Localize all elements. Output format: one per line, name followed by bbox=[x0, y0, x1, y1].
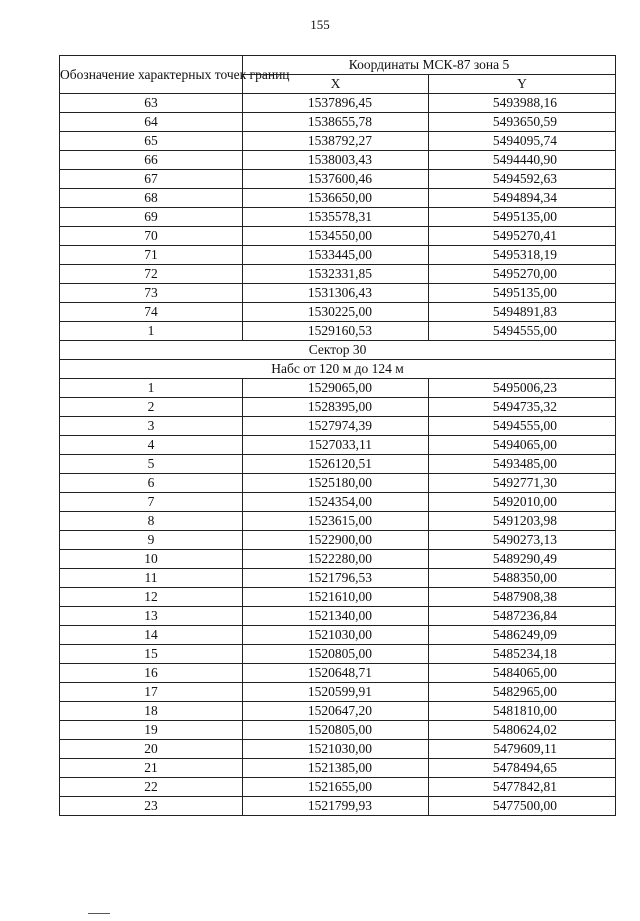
table-row bbox=[60, 550, 616, 569]
coordinates-table bbox=[59, 55, 616, 816]
point-id-cell: 23 bbox=[60, 797, 243, 816]
x-coordinate-cell: 1521796,53 bbox=[243, 569, 429, 588]
x-coordinate-cell: 1520805,00 bbox=[243, 721, 429, 740]
point-id-cell: 1 bbox=[60, 379, 243, 398]
x-coordinate-cell: 1527974,39 bbox=[243, 417, 429, 436]
y-coordinate-cell: 5495135,00 bbox=[429, 284, 616, 303]
point-id-cell: 6 bbox=[60, 474, 243, 493]
x-coordinate-cell: 1537896,45 bbox=[243, 94, 429, 113]
x-coordinate-cell: 1530225,00 bbox=[243, 303, 429, 322]
point-id-cell: 74 bbox=[60, 303, 243, 322]
point-id-cell: 13 bbox=[60, 607, 243, 626]
x-coordinate-cell: 1528395,00 bbox=[243, 398, 429, 417]
y-coordinate-cell: 5495270,41 bbox=[429, 227, 616, 246]
y-coordinate-cell: 5495270,00 bbox=[429, 265, 616, 284]
table-row bbox=[60, 740, 616, 759]
point-id-cell: 16 bbox=[60, 664, 243, 683]
y-coordinate-cell: 5495006,23 bbox=[429, 379, 616, 398]
x-coordinate-cell: 1533445,00 bbox=[243, 246, 429, 265]
y-coordinate-cell: 5490273,13 bbox=[429, 531, 616, 550]
x-coordinate-cell: 1521340,00 bbox=[243, 607, 429, 626]
point-id-cell: 1 bbox=[60, 322, 243, 341]
table-row bbox=[60, 531, 616, 550]
y-coordinate-cell: 5494555,00 bbox=[429, 322, 616, 341]
coords-system-header: Координаты МСК-87 зона 5 bbox=[243, 56, 616, 75]
table-row bbox=[60, 284, 616, 303]
point-id-cell: 7 bbox=[60, 493, 243, 512]
table-row bbox=[60, 132, 616, 151]
y-coordinate-cell: 5488350,00 bbox=[429, 569, 616, 588]
x-coordinate-cell: 1534550,00 bbox=[243, 227, 429, 246]
y-coordinate-cell: 5487236,84 bbox=[429, 607, 616, 626]
x-coordinate-cell: 1538655,78 bbox=[243, 113, 429, 132]
section-title: Набс от 120 м до 124 м bbox=[60, 360, 616, 379]
point-id-cell: 5 bbox=[60, 455, 243, 474]
y-coordinate-cell: 5484065,00 bbox=[429, 664, 616, 683]
point-id-cell: 22 bbox=[60, 778, 243, 797]
scan-mark bbox=[88, 913, 110, 914]
table-row bbox=[60, 778, 616, 797]
point-id-cell: 65 bbox=[60, 132, 243, 151]
point-id-cell: 17 bbox=[60, 683, 243, 702]
point-id-cell: 72 bbox=[60, 265, 243, 284]
y-coordinate-cell: 5485234,18 bbox=[429, 645, 616, 664]
x-coordinate-cell: 1521610,00 bbox=[243, 588, 429, 607]
x-coordinate-cell: 1525180,00 bbox=[243, 474, 429, 493]
table-row bbox=[60, 569, 616, 588]
y-coordinate-cell: 5493485,00 bbox=[429, 455, 616, 474]
y-coordinate-cell: 5491203,98 bbox=[429, 512, 616, 531]
x-column-header: X bbox=[243, 75, 429, 94]
table-row bbox=[60, 322, 616, 341]
y-coordinate-cell: 5478494,65 bbox=[429, 759, 616, 778]
x-coordinate-cell: 1522280,00 bbox=[243, 550, 429, 569]
table-row bbox=[60, 683, 616, 702]
point-id-cell: 18 bbox=[60, 702, 243, 721]
y-column-header: Y bbox=[429, 75, 616, 94]
y-coordinate-cell: 5477842,81 bbox=[429, 778, 616, 797]
y-coordinate-cell: 5489290,49 bbox=[429, 550, 616, 569]
point-id-cell: 67 bbox=[60, 170, 243, 189]
y-coordinate-cell: 5494891,83 bbox=[429, 303, 616, 322]
y-coordinate-cell: 5494555,00 bbox=[429, 417, 616, 436]
point-id-cell: 68 bbox=[60, 189, 243, 208]
table-row bbox=[60, 721, 616, 740]
x-coordinate-cell: 1526120,51 bbox=[243, 455, 429, 474]
table-row bbox=[60, 170, 616, 189]
table-row bbox=[60, 398, 616, 417]
y-coordinate-cell: 5479609,11 bbox=[429, 740, 616, 759]
point-id-cell: 66 bbox=[60, 151, 243, 170]
x-coordinate-cell: 1529065,00 bbox=[243, 379, 429, 398]
section-row bbox=[60, 341, 616, 360]
y-coordinate-cell: 5492771,30 bbox=[429, 474, 616, 493]
table-row bbox=[60, 626, 616, 645]
x-coordinate-cell: 1538792,27 bbox=[243, 132, 429, 151]
y-coordinate-cell: 5477500,00 bbox=[429, 797, 616, 816]
table-row bbox=[60, 265, 616, 284]
table-row bbox=[60, 113, 616, 132]
x-coordinate-cell: 1538003,43 bbox=[243, 151, 429, 170]
table-row bbox=[60, 379, 616, 398]
point-id-cell: 64 bbox=[60, 113, 243, 132]
section-title: Сектор 30 bbox=[60, 341, 616, 360]
table-row bbox=[60, 151, 616, 170]
y-coordinate-cell: 5487908,38 bbox=[429, 588, 616, 607]
table-row bbox=[60, 493, 616, 512]
x-coordinate-cell: 1527033,11 bbox=[243, 436, 429, 455]
point-id-cell: 71 bbox=[60, 246, 243, 265]
x-coordinate-cell: 1520647,20 bbox=[243, 702, 429, 721]
page-number: 155 bbox=[310, 17, 330, 32]
point-id-cell: 10 bbox=[60, 550, 243, 569]
x-coordinate-cell: 1520805,00 bbox=[243, 645, 429, 664]
point-id-cell: 12 bbox=[60, 588, 243, 607]
y-coordinate-cell: 5495318,19 bbox=[429, 246, 616, 265]
y-coordinate-cell: 5492010,00 bbox=[429, 493, 616, 512]
y-coordinate-cell: 5495135,00 bbox=[429, 208, 616, 227]
point-id-cell: 73 bbox=[60, 284, 243, 303]
point-id-cell: 15 bbox=[60, 645, 243, 664]
y-coordinate-cell: 5480624,02 bbox=[429, 721, 616, 740]
table-row bbox=[60, 588, 616, 607]
section-row bbox=[60, 360, 616, 379]
point-id-cell: 20 bbox=[60, 740, 243, 759]
point-id-cell: 63 bbox=[60, 94, 243, 113]
table-row bbox=[60, 436, 616, 455]
x-coordinate-cell: 1532331,85 bbox=[243, 265, 429, 284]
y-coordinate-cell: 5486249,09 bbox=[429, 626, 616, 645]
x-coordinate-cell: 1523615,00 bbox=[243, 512, 429, 531]
y-coordinate-cell: 5481810,00 bbox=[429, 702, 616, 721]
table-row bbox=[60, 702, 616, 721]
y-coordinate-cell: 5494095,74 bbox=[429, 132, 616, 151]
table-row bbox=[60, 512, 616, 531]
table-row bbox=[60, 607, 616, 626]
table-row bbox=[60, 189, 616, 208]
x-coordinate-cell: 1529160,53 bbox=[243, 322, 429, 341]
point-id-cell: 11 bbox=[60, 569, 243, 588]
table-row bbox=[60, 455, 616, 474]
point-id-cell: 19 bbox=[60, 721, 243, 740]
table-row bbox=[60, 474, 616, 493]
point-id-cell: 70 bbox=[60, 227, 243, 246]
table-row bbox=[60, 303, 616, 322]
point-id-cell: 2 bbox=[60, 398, 243, 417]
table-row bbox=[60, 664, 616, 683]
x-coordinate-cell: 1522900,00 bbox=[243, 531, 429, 550]
x-coordinate-cell: 1537600,46 bbox=[243, 170, 429, 189]
y-coordinate-cell: 5494592,63 bbox=[429, 170, 616, 189]
table-row bbox=[60, 645, 616, 664]
table-row bbox=[60, 797, 616, 816]
y-coordinate-cell: 5493988,16 bbox=[429, 94, 616, 113]
table-row bbox=[60, 227, 616, 246]
y-coordinate-cell: 5482965,00 bbox=[429, 683, 616, 702]
x-coordinate-cell: 1535578,31 bbox=[243, 208, 429, 227]
table-row bbox=[60, 94, 616, 113]
point-id-cell: 9 bbox=[60, 531, 243, 550]
x-coordinate-cell: 1521799,93 bbox=[243, 797, 429, 816]
table-row bbox=[60, 417, 616, 436]
table-header-row bbox=[60, 56, 616, 75]
x-coordinate-cell: 1521030,00 bbox=[243, 626, 429, 645]
point-id-cell: 14 bbox=[60, 626, 243, 645]
x-coordinate-cell: 1521030,00 bbox=[243, 740, 429, 759]
y-coordinate-cell: 5494440,90 bbox=[429, 151, 616, 170]
x-coordinate-cell: 1520599,91 bbox=[243, 683, 429, 702]
x-coordinate-cell: 1521385,00 bbox=[243, 759, 429, 778]
x-coordinate-cell: 1524354,00 bbox=[243, 493, 429, 512]
x-coordinate-cell: 1520648,71 bbox=[243, 664, 429, 683]
coordinates-table-body bbox=[60, 56, 616, 816]
y-coordinate-cell: 5494065,00 bbox=[429, 436, 616, 455]
point-id-cell: 69 bbox=[60, 208, 243, 227]
point-id-cell: 8 bbox=[60, 512, 243, 531]
table-row bbox=[60, 759, 616, 778]
point-id-cell: 3 bbox=[60, 417, 243, 436]
x-coordinate-cell: 1531306,43 bbox=[243, 284, 429, 303]
table-row bbox=[60, 246, 616, 265]
y-coordinate-cell: 5494894,34 bbox=[429, 189, 616, 208]
point-id-cell: 21 bbox=[60, 759, 243, 778]
point-id-cell: 4 bbox=[60, 436, 243, 455]
x-coordinate-cell: 1521655,00 bbox=[243, 778, 429, 797]
x-coordinate-cell: 1536650,00 bbox=[243, 189, 429, 208]
y-coordinate-cell: 5494735,32 bbox=[429, 398, 616, 417]
point-label-header: Обозначение характерных точек границ bbox=[60, 56, 243, 94]
table-row bbox=[60, 208, 616, 227]
y-coordinate-cell: 5493650,59 bbox=[429, 113, 616, 132]
